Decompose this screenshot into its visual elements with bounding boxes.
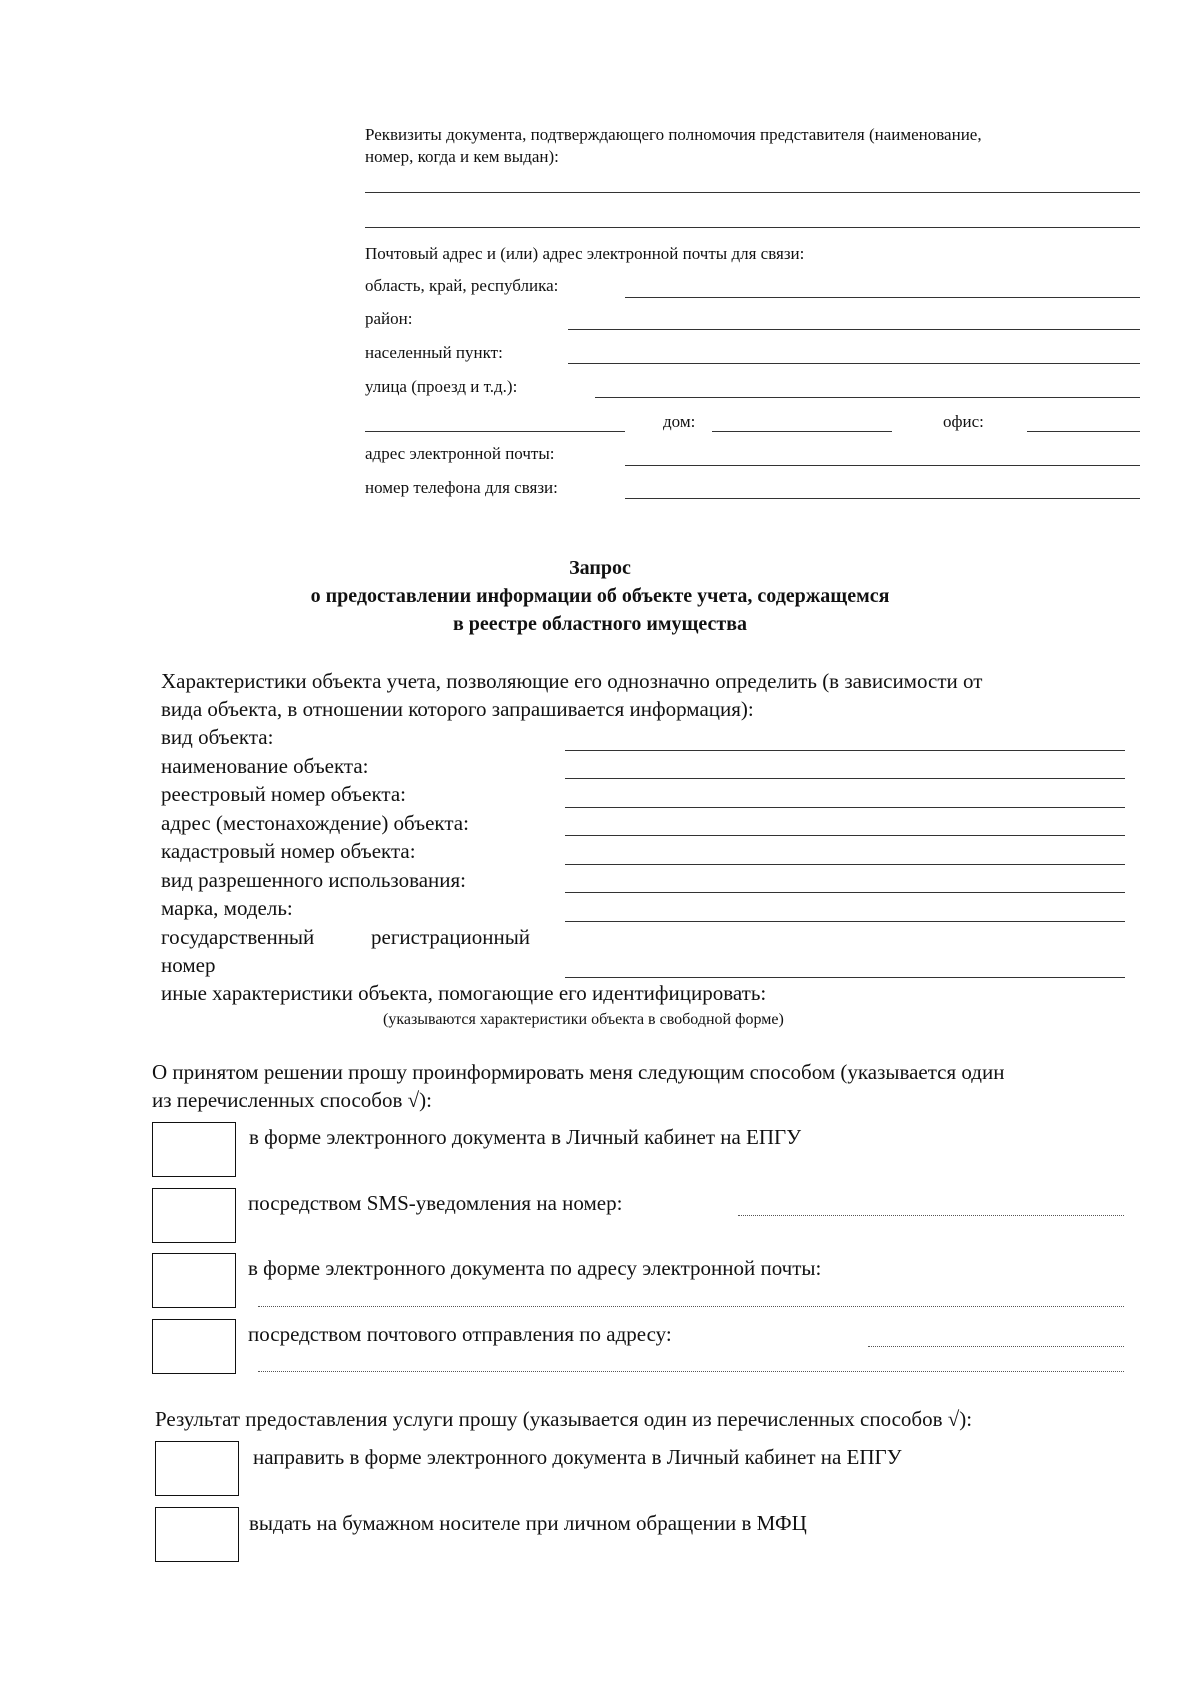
- state-reg-number-field[interactable]: [565, 977, 1125, 978]
- registry-number-field[interactable]: [565, 807, 1125, 808]
- notify-sms-checkbox[interactable]: [152, 1188, 236, 1243]
- result-epgu-label: направить в форме электронного документа в Личный кабинет на ЕПГУ: [253, 1445, 902, 1469]
- office-field[interactable]: [1027, 431, 1140, 432]
- result-mfc-checkbox[interactable]: [155, 1507, 239, 1562]
- registry-number-label: реестровый номер объекта:: [161, 782, 406, 806]
- notify-email-checkbox[interactable]: [152, 1253, 236, 1308]
- result-intro: Результат предоставления услуги прошу (указывается один из перечисленных способов √):: [155, 1407, 973, 1431]
- street-continuation-field[interactable]: [365, 431, 625, 432]
- notify-email-field[interactable]: [258, 1306, 1124, 1307]
- phone-label: номер телефона для связи:: [365, 478, 558, 497]
- notify-sms-label: посредством SMS-уведомления на номер:: [248, 1191, 623, 1215]
- contact-address-header: Почтовый адрес и (или) адрес электронной почты для связи:: [365, 244, 805, 263]
- notify-epgu-checkbox[interactable]: [152, 1122, 236, 1177]
- request-subtitle-line1: о предоставлении информации об объекте учета, содержащемся: [310, 585, 890, 607]
- request-subtitle-line2: в реестре областного имущества: [452, 613, 748, 635]
- notify-epgu-label: в форме электронного документа в Личный кабинет на ЕПГУ: [249, 1125, 802, 1149]
- object-type-label: вид объекта:: [161, 725, 274, 749]
- locality-label: населенный пункт:: [365, 343, 503, 362]
- authority-doc-label-line1: Реквизиты документа, подтверждающего полномочия представителя (наименование,: [365, 125, 982, 144]
- email-label: адрес электронной почты:: [365, 444, 555, 463]
- permitted-use-field[interactable]: [565, 892, 1125, 893]
- other-characteristics-hint: (указываются характеристики объекта в свободной форме): [383, 1011, 784, 1028]
- notify-post-label: посредством почтового отправления по адресу:: [248, 1322, 672, 1346]
- post-address-field-2[interactable]: [258, 1371, 1124, 1372]
- object-address-field[interactable]: [565, 835, 1125, 836]
- phone-field[interactable]: [625, 498, 1140, 499]
- region-label: область, край, республика:: [365, 276, 559, 295]
- object-address-label: адрес (местонахождение) объекта:: [161, 811, 469, 835]
- notify-intro-line2: из перечисленных способов √):: [152, 1088, 433, 1112]
- state-reg-word2: регистрационный: [371, 925, 531, 949]
- state-reg-word1: государственный: [161, 925, 315, 949]
- cadastral-number-field[interactable]: [565, 864, 1125, 865]
- permitted-use-label: вид разрешенного использования:: [161, 868, 467, 892]
- authority-doc-field-1[interactable]: [365, 192, 1140, 193]
- district-label: район:: [365, 309, 413, 328]
- object-name-field[interactable]: [565, 778, 1125, 779]
- street-label: улица (проезд и т.д.):: [365, 377, 518, 396]
- house-field[interactable]: [712, 431, 892, 432]
- email-field[interactable]: [625, 465, 1140, 466]
- object-intro-line2: вида объекта, в отношении которого запрашивается информация):: [161, 697, 754, 721]
- object-name-label: наименование объекта:: [161, 754, 369, 778]
- other-characteristics-label: иные характеристики объекта, помогающие его идентифицировать:: [161, 981, 767, 1005]
- district-field[interactable]: [568, 329, 1140, 330]
- notify-post-checkbox[interactable]: [152, 1319, 236, 1374]
- house-label: дом:: [663, 412, 696, 431]
- object-type-field[interactable]: [565, 750, 1125, 751]
- result-mfc-label: выдать на бумажном носителе при личном обращении в МФЦ: [249, 1511, 807, 1535]
- brand-model-label: марка, модель:: [161, 896, 293, 920]
- brand-model-field[interactable]: [565, 921, 1125, 922]
- state-reg-word3: номер: [161, 953, 216, 977]
- office-label: офис:: [943, 412, 984, 431]
- street-field[interactable]: [595, 397, 1140, 398]
- object-intro-line1: Характеристики объекта учета, позволяющие его однозначно определить (в зависимости от: [161, 669, 983, 693]
- region-field[interactable]: [625, 297, 1140, 298]
- locality-field[interactable]: [568, 363, 1140, 364]
- request-title: Запрос: [569, 557, 631, 579]
- authority-doc-label-line2: номер, когда и кем выдан):: [365, 147, 559, 166]
- authority-doc-field-2[interactable]: [365, 227, 1140, 228]
- cadastral-number-label: кадастровый номер объекта:: [161, 839, 416, 863]
- result-epgu-checkbox[interactable]: [155, 1441, 239, 1496]
- sms-number-field[interactable]: [738, 1215, 1124, 1216]
- notify-intro-line1: О принятом решении прошу проинформировать меня следующим способом (указывается один: [152, 1060, 1005, 1084]
- post-address-field-1[interactable]: [868, 1346, 1124, 1347]
- notify-email-label: в форме электронного документа по адресу электронной почты:: [248, 1256, 822, 1280]
